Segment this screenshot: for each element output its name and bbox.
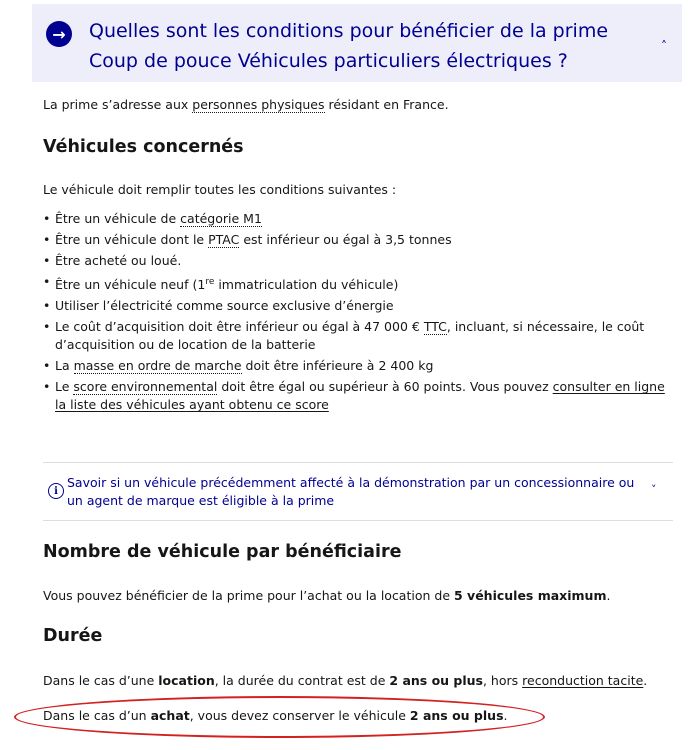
item-text: Être acheté ou loué. (55, 253, 182, 268)
p1-text-middle: , la durée du contrat est de (214, 673, 390, 688)
p2-bold-duration: 2 ans ou plus (409, 708, 504, 723)
duration-paragraph-location (43, 672, 647, 690)
list-item (43, 210, 668, 228)
intro-text: La prime s’adresse aux (43, 97, 193, 112)
term-categorie-m1[interactable]: catégorie M1 (180, 211, 262, 226)
list-item (43, 297, 668, 315)
term-score-environnemental[interactable]: score environnemental (73, 379, 218, 395)
accordion-demo-vehicle[interactable]: Savoir si un véhicule précédemment affecté à la démonstration par un concessionnaire ou un agent de marque est éligible à la prime (67, 475, 635, 508)
p1-bold-duration: 2 ans ou plus (389, 673, 483, 688)
section-title-count: Nombre de véhicule par bénéficiaire (43, 542, 402, 562)
list-item (43, 273, 668, 294)
chevron-down-icon[interactable]: ˅ (651, 483, 657, 496)
p1-bold-location: location (158, 673, 215, 688)
term-personnes-physiques[interactable]: personnes physiques (192, 97, 325, 112)
section-title-duration: Durée (43, 626, 103, 646)
item-text: Utiliser l’électricité comme source exclusive d’énergie (55, 298, 394, 314)
accordion-header[interactable] (32, 4, 682, 82)
count-bold: 5 véhicules maximum (454, 588, 607, 603)
item-text-end: , incluant, si nécessaire, le coût d’acquisition ou de location de la batterie (55, 319, 645, 353)
item-text-end: est inférieur ou égal à 3,5 tonnes (239, 232, 452, 247)
accordion-divider-top (43, 462, 673, 463)
item-text: Être un véhicule dont le (55, 232, 209, 247)
vehicles-lead: Le véhicule doit remplir toutes les conditions suivantes : (43, 182, 397, 197)
list-item (43, 318, 668, 354)
item-text-end: immatriculation du véhicule) (214, 277, 399, 293)
list-item (43, 231, 668, 249)
term-ttc[interactable]: TTC (423, 319, 447, 335)
superscript: re (205, 277, 215, 287)
count-paragraph (43, 587, 610, 605)
list-item (43, 252, 668, 270)
list-item (43, 378, 668, 414)
item-text: Être un véhicule de (55, 211, 181, 226)
item-text: Le coût d’acquisition doit être inférieur ou égal à 47 000 € (55, 319, 424, 335)
count-text-end: . (606, 588, 611, 603)
list-item (43, 357, 668, 375)
conditions-list (43, 210, 668, 417)
p2-text-end: . (503, 708, 508, 723)
p2-text: Dans le cas d’un (43, 708, 151, 723)
term-masse-ordre-marche[interactable]: masse en ordre de marche (73, 358, 242, 374)
link-reconduction-tacite[interactable]: reconduction tacite (522, 673, 644, 688)
item-text: Être un véhicule neuf (1 (55, 277, 206, 293)
count-text: Vous pouvez bénéficier de la prime pour l’achat ou la location de (43, 588, 454, 603)
info-icon: i (48, 483, 64, 499)
p1-text: Dans le cas d’une (43, 673, 159, 688)
p2-bold-achat: achat (150, 708, 190, 723)
arrow-right-icon: → (46, 21, 72, 47)
link-liste-vehicules[interactable]: consulter en ligne la liste des véhicules ayant obtenu ce score (55, 379, 665, 413)
intro-paragraph (43, 96, 449, 114)
item-text-end: doit être inférieure à 2 400 kg (241, 358, 434, 374)
item-text: La (55, 358, 74, 374)
intro-text-end: résidant en France. (324, 97, 449, 112)
accordion-divider-bottom (43, 520, 673, 521)
item-text: Le (55, 379, 74, 395)
term-ptac[interactable]: PTAC (208, 232, 240, 247)
duration-paragraph-achat (43, 707, 508, 725)
section-title-vehicles: Véhicules concernés (43, 137, 244, 157)
item-text-middle: doit être égal ou supérieur à 60 points. Vous pouvez (217, 379, 553, 395)
p1-text-middle2: , hors (482, 673, 523, 688)
chevron-up-icon[interactable]: ˄ (661, 39, 667, 53)
p2-text-middle: , vous devez conserver le véhicule (189, 708, 410, 723)
p1-text-end: . (643, 673, 648, 688)
accordion-title[interactable]: Quelles sont les conditions pour bénéficier de la prime Coup de pouce Véhicules particuliers électriques ? (89, 20, 609, 72)
